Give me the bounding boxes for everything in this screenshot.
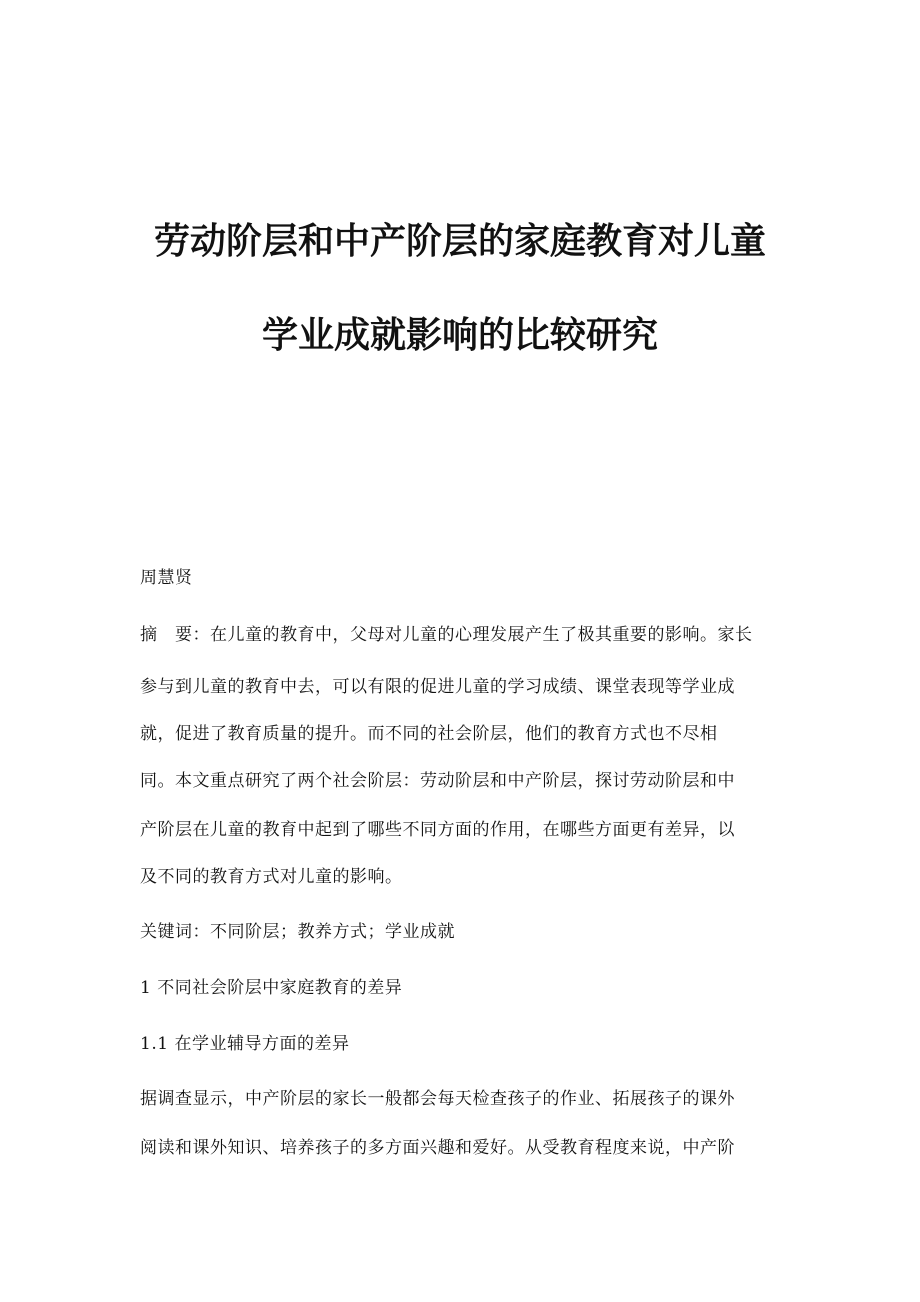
body-text-line: 阅读和课外知识、培养孩子的多方面兴趣和爱好。从受教育程度来说，中产阶 <box>140 1138 735 1158</box>
section-heading: 1 不同社会阶层中家庭教育的差异 <box>140 978 403 998</box>
abstract-line: 产阶层在儿童的教育中起到了哪些不同方面的作用，在哪些方面更有差异，以 <box>140 820 735 840</box>
abstract-line: 摘 要：在儿童的教育中，父母对儿童的心理发展产生了极其重要的影响。家长 <box>140 625 753 645</box>
author-name: 周慧贤 <box>140 568 193 588</box>
body-text-line: 据调查显示，中产阶层的家长一般都会每天检查孩子的作业、拓展孩子的课外 <box>140 1089 735 1109</box>
abstract-line: 就，促进了教育质量的提升。而不同的社会阶层，他们的教育方式也不尽相 <box>140 724 718 744</box>
abstract-line: 同。本文重点研究了两个社会阶层：劳动阶层和中产阶层，探讨劳动阶层和中 <box>140 771 735 791</box>
document-title-line-1: 劳动阶层和中产阶层的家庭教育对儿童 <box>153 220 766 262</box>
keywords-line: 关键词：不同阶层；教养方式；学业成就 <box>140 922 455 942</box>
abstract-line: 参与到儿童的教育中去，可以有限的促进儿童的学习成绩、课堂表现等学业成 <box>140 677 735 697</box>
abstract-line: 及不同的教育方式对儿童的影响。 <box>140 867 403 887</box>
document-title-line-2: 学业成就影响的比较研究 <box>261 314 658 356</box>
subsection-heading: 1.1 在学业辅导方面的差异 <box>140 1034 350 1054</box>
